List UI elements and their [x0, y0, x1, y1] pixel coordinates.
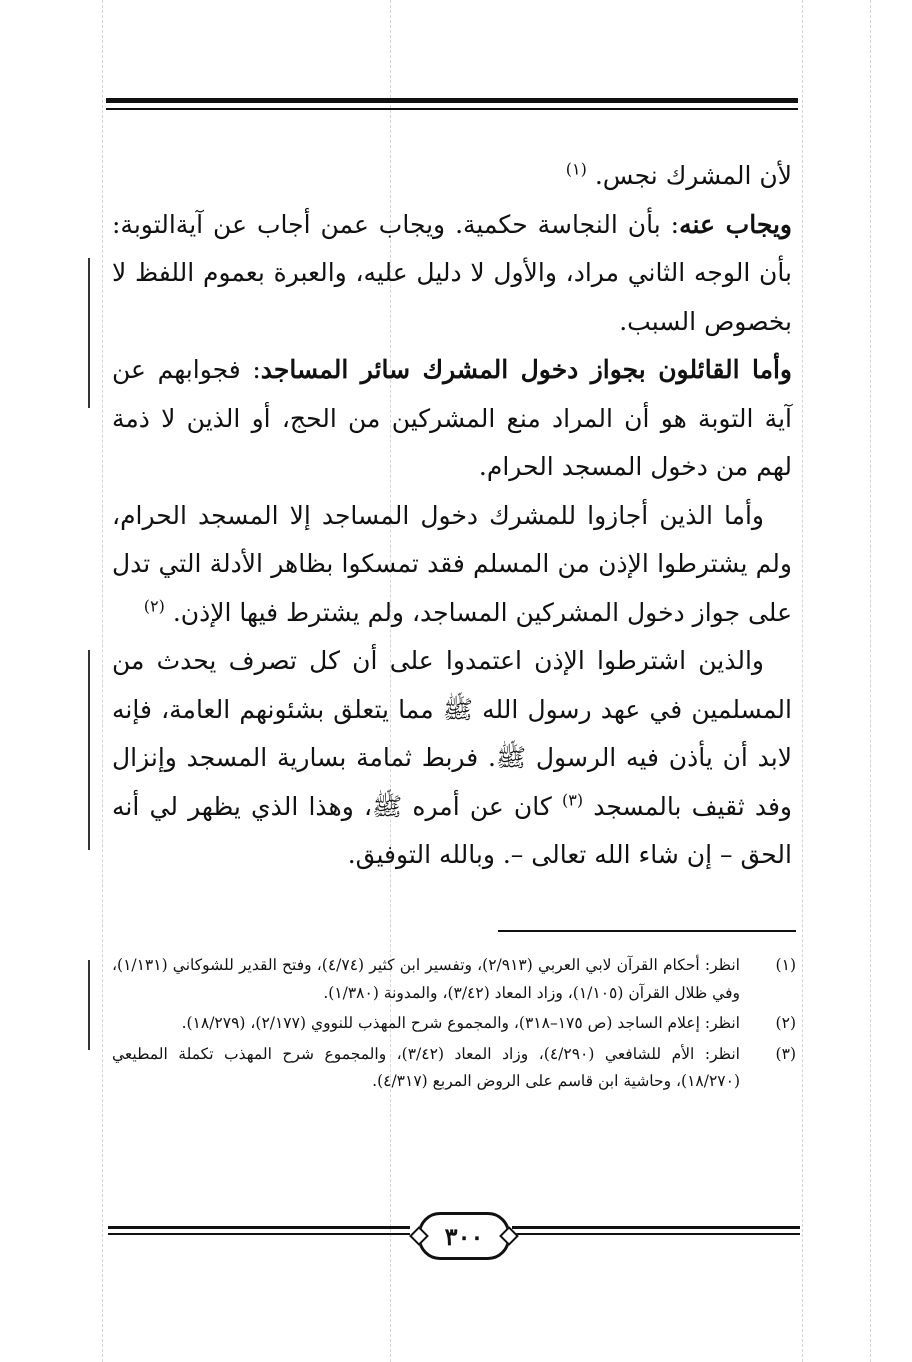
footnote-2	[112, 1010, 796, 1038]
footnote-text: انظر: الأم للشافعي (٤/٢٩٠)، وزاد المعاد (٣/٤٢)، والمجموع شرح المهذب تكملة المطيعي (١٨/٢٧٠)، وحاشية ابن قاسم على الروض المربع (٤/٣١٧).	[112, 1044, 740, 1090]
margin-mark	[88, 650, 90, 850]
paragraph-3-lead: وأما القائلون بجواز دخول المشرك سائر المساجد	[260, 355, 792, 384]
footnote-text: انظر: أحكام القرآن لابي العربي (٢/٩١٣)، وتفسير ابن كثير (٤/٧٤)، وفتح القدير للشوكاني (١/١٣١)، وفي ظلال القرآن (١/١٠٥)، وزاد المعاد (٣/٤٢)، والمدونة (١/٣٨٠).	[112, 956, 740, 1002]
margin-mark	[88, 960, 90, 1050]
paragraph-2: ويجاب عنه: بأن النجاسة حكمية. ويجاب عمن أجاب عن آيةالتوبة: بأن الوجه الثاني مراد، والأول لا دليل عليه، والعبرة بعموم اللفظ لا بخصوص السبب.	[112, 209, 792, 336]
footnote-text: انظر: إعلام الساجد (ص ١٧٥–٣١٨)، والمجموع شرح المهذب للنووي (٢/١٧٧)، (١٨/٢٧٩).	[181, 1014, 740, 1032]
page-number: ٣٠٠	[418, 1212, 510, 1260]
scan-guide-line	[102, 0, 103, 1362]
paragraph-3: وأما القائلون بجواز دخول المشرك سائر المساجد: فجوابهم عن آية التوبة هو أن المراد منع المشركين من الحج، أو الذين لا ذمة لهم من دخول المسجد الحرام.	[112, 355, 792, 481]
footnote-ref-3: (٣)	[562, 790, 584, 810]
main-text	[112, 152, 792, 880]
paragraph-5: والذين اشترطوا الإذن اعتمدوا على أن كل تصرف يحدث من المسلمين في عهد رسول الله ﷺ مما يتعلق بشئونهم العامة، فإنه لابد أن يأذن فيه الرسول ﷺ. فربط ثمامة بسارية المسجد وإنزال وفد ثقيف بالمسجد $^{(٣)}$ كان عن أمره ﷺ، وهذا الذي يظهر لي أنه الحق – إن شاء الله تعالى –. وبالله التوفيق.	[112, 646, 792, 869]
footer-rule-right	[512, 1226, 800, 1229]
footnote-1	[112, 952, 796, 1007]
footnote-number: (٢)	[775, 1014, 796, 1032]
footnote-separator	[498, 930, 796, 932]
paragraph-1: لأن المشرك نجس. $^{(١)}$	[565, 159, 792, 190]
footnote-number: (٣)	[775, 1044, 796, 1063]
footnote-3	[112, 1041, 796, 1096]
margin-mark	[88, 258, 90, 408]
header-rule-thick	[106, 98, 798, 103]
paragraph-4: وأما الذين أجازوا للمشرك دخول المساجد إلا المسجد الحرام، ولم يشترطوا الإذن من المسلم فقد تمسكوا بظاهر الأدلة التي تدل على جواز دخول المشركين المساجد، ولم يشترط فيها الإذن. $^{(٢)}$	[112, 500, 792, 627]
footer-rule-left-thin	[108, 1233, 410, 1235]
footer-rule-left	[108, 1226, 410, 1229]
footnotes	[112, 952, 796, 1099]
scan-guide-line	[870, 0, 871, 1362]
scan-guide-line	[802, 0, 803, 1362]
footnote-ref-2: (٢)	[143, 596, 165, 616]
footnote-number: (١)	[775, 956, 796, 974]
footnote-ref-1: (١)	[565, 159, 587, 179]
header-rule-thin	[106, 108, 798, 110]
footer-rule-right-thin	[512, 1233, 800, 1235]
paragraph-2-lead: ويجاب عنه	[679, 209, 792, 239]
